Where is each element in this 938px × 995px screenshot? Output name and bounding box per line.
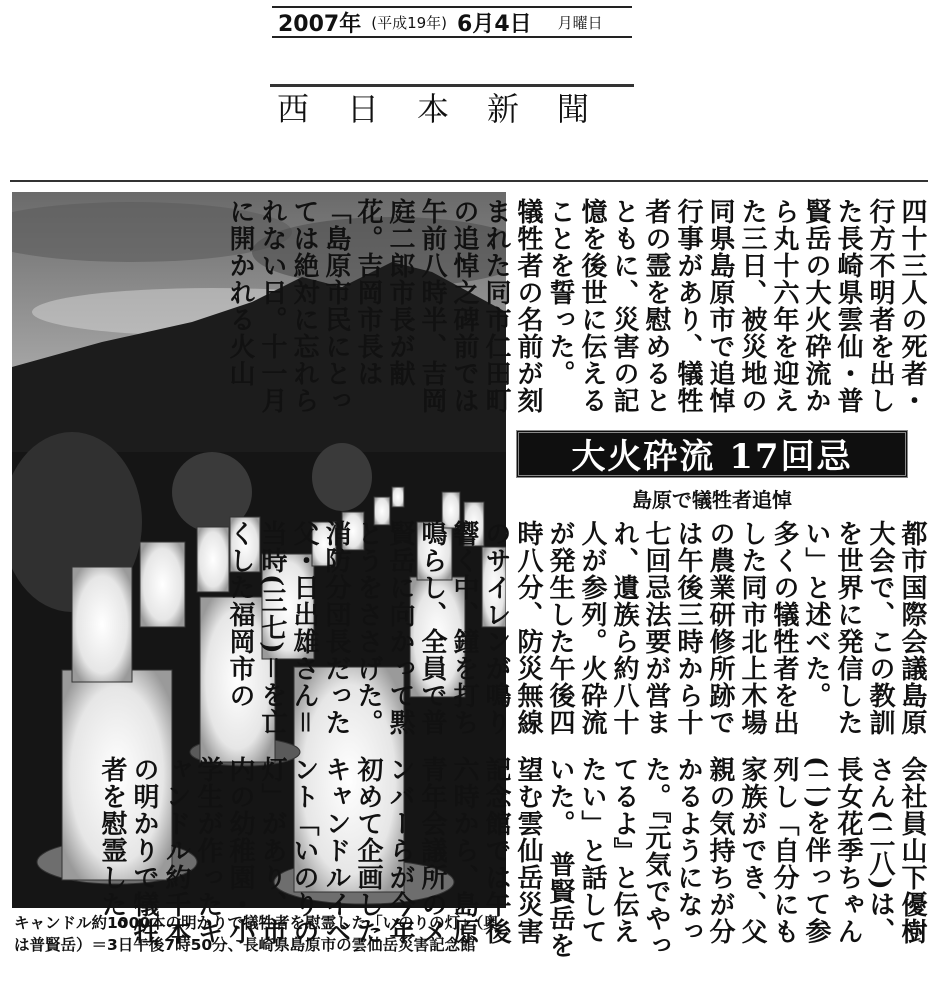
date-weekday: 月曜日: [557, 13, 603, 32]
headline: 大火砕流 17回忌: [516, 430, 908, 478]
date-era: (平成19年): [371, 13, 448, 32]
date-month-day: 6月4日: [457, 11, 532, 37]
date-line: [272, 6, 632, 38]
article-lead: 四十三人の死者・行方不明者を出した長崎県雲仙・普賢岳の大火砕流から丸十六年を迎えた三日、被災地の同県島原市で追悼行事があり、犠牲者の霊を慰めるとともに、災害の記憶を後世に伝えることを誓った。 犠牲者の名前が刻まれた同市仁田町の追悼之碑前では午前八時半、吉岡庭二郎市長が献花。吉岡市長は「島原市民にとっては絶対に忘れられない日。十一月に開かれる火山: [225, 198, 927, 414]
subheadline: 島原で犠牲者追悼: [632, 488, 792, 512]
header-rule: [10, 180, 928, 182]
date-year: 2007年: [278, 11, 362, 37]
photo-caption: キャンドル約1000本の明かりで犠牲者を慰霊した「いのりの灯」（奥は普賢岳）＝3日午後7時50分、長崎県島原市の雲仙岳災害記念館: [14, 914, 499, 954]
article-end: 会社員山下優樹さん(二八)は、長女花季ちゃん(二)を伴って参列し「自分にも家族ができ、父親の気持ちが分かるようになった。『元気でやってるよ』と伝えたい」と話していた。 普賢岳を望む雲仙岳災害記念館では午後六時から、島原青年会議所のメンバーらが今年初めて企画したキャンドルイベント「いのりの灯」があり、市内の幼稚園・小学生が作ったキャンドル約千本の明かりで犠牲者を慰霊した。: [97, 756, 927, 959]
newspaper-name: 西日本新聞: [270, 84, 634, 127]
article-middle: 都市国際会議島原大会で、この教訓を世界に発信したい」と述べた。 多くの犠牲者を出した同市北上木場の農業研修所跡では午後三時から十七回忌法要が営まれ、遺族ら約八十人が参列。火砕流が発生した午後四時八分、防災無線のサイレンが鳴り響く中、鐘を打ち鳴らし、全員で普賢岳に向かって黙とうをささげた。消防分団長だった父・日出雄さん＝当時(三七)＝を亡くした福岡市の: [225, 520, 927, 737]
